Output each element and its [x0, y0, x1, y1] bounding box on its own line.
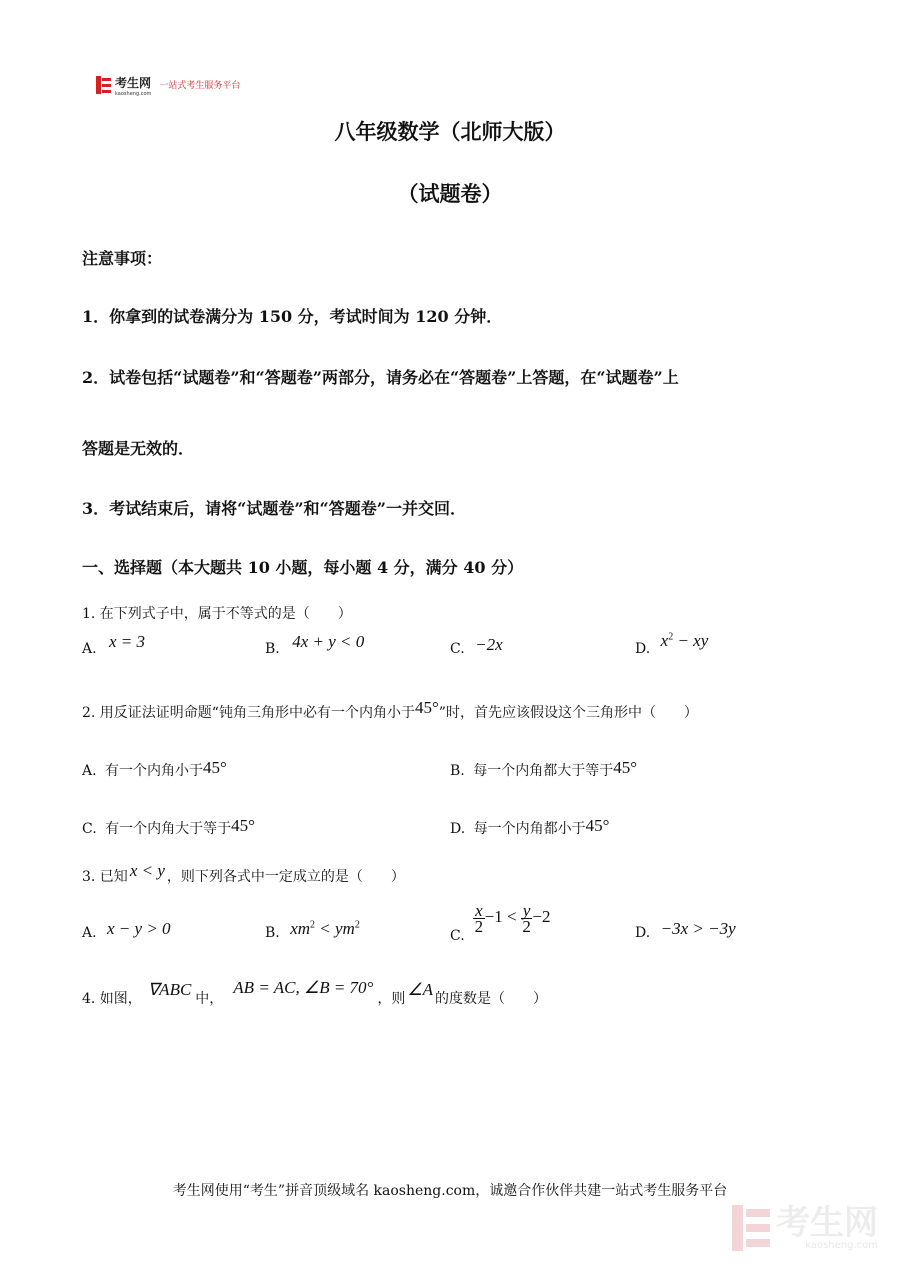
question-3-option-a: A. x − y > 0 — [82, 919, 171, 941]
notice-item-3: 3．考试结束后，请将“试题卷”和“答题卷”一并交回． — [82, 499, 466, 518]
option-math: x = 3 — [109, 632, 146, 651]
question-4-stem: 4. 如图， ∇ABC 中，AB = AC, ∠B = 70°，则 ∠A 的度数是（ ） — [82, 978, 547, 1007]
question-2-option-a: A. 有一个内角小于45° — [82, 758, 227, 779]
notice-item-2-line-1: 2．试卷包括“试题卷”和“答题卷”两部分，请务必在“答题卷”上答题，在“试题卷”上 — [82, 368, 679, 387]
notice-heading: 注意事项： — [82, 249, 163, 268]
question-2-option-c: C. 有一个内角大于等于45° — [82, 816, 255, 837]
question-3-option-c: C. $\frac{x}{2}$ −1 < $\frac{y}{2}$ −2 — [450, 901, 551, 945]
option-label: C. — [450, 641, 465, 657]
question-3-stem: 3. 已知 x < y ，则下列各式中一定成立的是（ ） — [82, 861, 405, 885]
question-3-option-b: B. $xm^2 < ym^2$ — [265, 919, 360, 941]
section-heading: 一、选择题（本大题共 10 小题，每小题 4 分，满分 40 分） — [82, 558, 524, 577]
question-3-option-d: D. −3x > −3y — [635, 919, 736, 941]
watermark-domain: kaosheng.com — [805, 1239, 878, 1251]
option-label: B. — [265, 641, 280, 657]
question-2-option-b: B. 每一个内角都大于等于45° — [450, 758, 638, 779]
brand-domain: kaosheng.com — [115, 91, 152, 97]
page-subtitle: （试题卷） — [397, 181, 503, 206]
brand-logo-icon — [96, 76, 111, 94]
watermark-name: 考生网 — [776, 1202, 878, 1243]
option-math: $x^2$ − xy — [660, 631, 709, 650]
question-2-stem: 2. 用反证法证明命题“钝角三角形中必有一个内角小于45°”时，首先应该假设这个三角形中（ ） — [82, 698, 698, 721]
brand-logo — [96, 72, 240, 97]
question-2-option-d: D. 每一个内角都小于45° — [450, 816, 610, 837]
question-1-option-c — [450, 635, 503, 658]
option-math: 4x + y < 0 — [292, 632, 365, 651]
brand-name: 考生网 — [115, 76, 152, 90]
question-1-stem: 1. 在下列式子中，属于不等式的是（ ） — [82, 606, 352, 622]
page-footer: 考生网使用“考生”拼音顶级域名 kaosheng.com，诚邀合作伙伴共建一站式考生服务平台 — [172, 1183, 728, 1199]
page-title: 八年级数学（北师大版） — [334, 119, 566, 144]
option-math: −2x — [475, 635, 503, 654]
question-1-option-a — [82, 632, 146, 658]
option-label: D. — [635, 641, 651, 657]
option-label: A. — [82, 641, 97, 657]
brand-slogan: 一站式考生服务平台 — [159, 81, 241, 91]
notice-item-1: 1．你拿到的试卷满分为 150 分，考试时间为 120 分钟． — [82, 307, 503, 326]
question-1-option-d — [635, 631, 709, 658]
watermark — [732, 1202, 878, 1251]
notice-item-2-line-2: 答题是无效的． — [82, 439, 195, 458]
question-1-option-b — [265, 632, 365, 658]
watermark-logo-icon — [732, 1205, 770, 1251]
